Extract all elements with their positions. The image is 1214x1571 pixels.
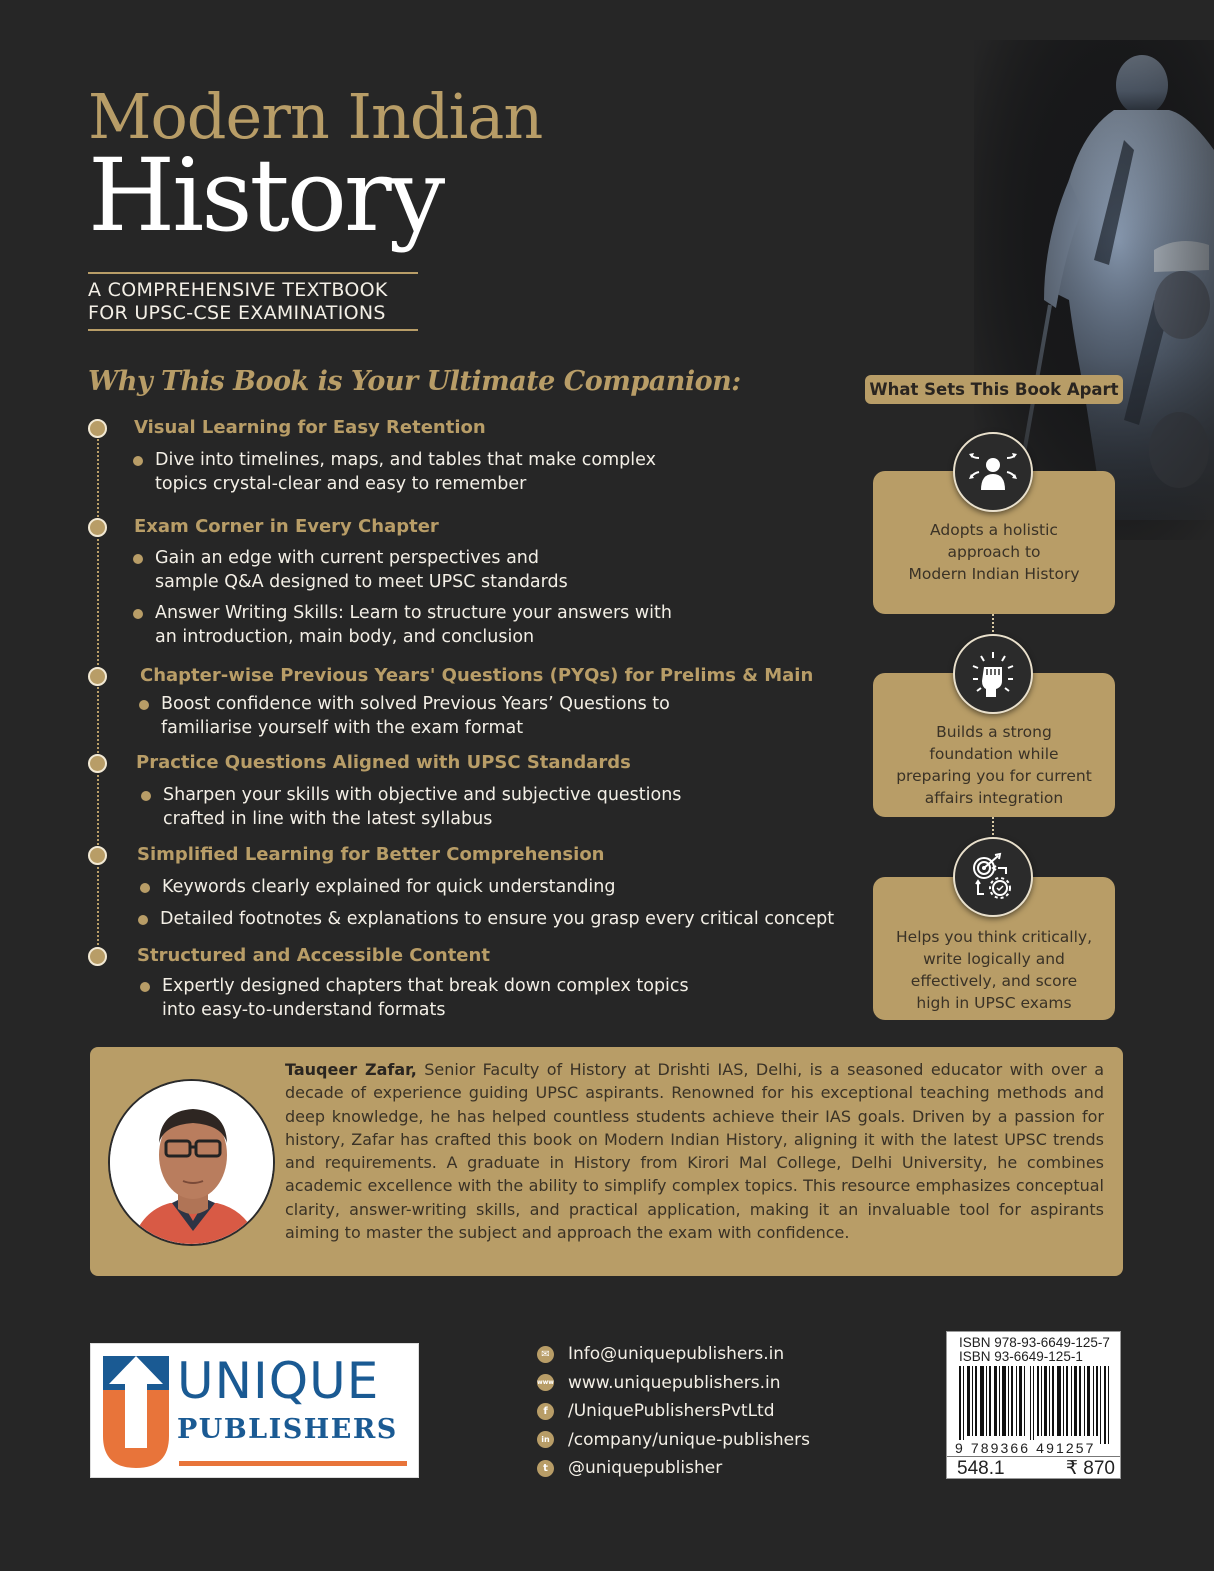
author-bio-text: Senior Faculty of History at Drishti IAS, Delhi, is a seasoned educator with over a decade of experience guiding UPSC aspirants. Renowned for his exceptional teaching methods and deep knowledge, he has helped countless students achieve their IAS goals. Driven by a passion for history, Zafar has crafted this book on Modern Indian History, aligning it with the latest UPSC trends and requirements. A graduate in History from Kirori Mal College, Delhi University, he combines academic excellence with the ability to simplify complex topics. This resource emphasizes conceptual clarity, answer-writing skills, and practical application, making it an invaluable tool for aspirants aiming to master the subject and approach the exam with confidence.	[285, 1060, 1104, 1243]
price: ₹ 870	[1065, 1458, 1115, 1479]
bullet-dot-icon	[133, 554, 143, 564]
person-arrows-icon	[953, 432, 1033, 512]
timeline-dot-icon	[88, 846, 107, 865]
publisher-logo	[90, 1343, 419, 1478]
bullet-dot-icon	[140, 883, 150, 893]
timeline-dot-icon	[88, 754, 107, 773]
barcode-digits: 9 789366 491257	[955, 1440, 1096, 1456]
isbn-barcode	[946, 1331, 1121, 1479]
logo-word-publishers: PUBLISHERS	[177, 1414, 398, 1445]
subtitle	[88, 272, 418, 331]
feature-bullet: Boost confidence with solved Previous Years’ Questions to familiarise yourself with the exam format	[161, 692, 670, 740]
feature-title: Structured and Accessible Content	[137, 945, 490, 966]
bullet-dot-icon	[140, 982, 150, 992]
feature-title: Practice Questions Aligned with UPSC Standards	[136, 752, 631, 773]
feature-title: Chapter-wise Previous Years' Questions (PYQs) for Prelims & Main	[140, 665, 814, 686]
title-history: History	[88, 137, 443, 254]
bullet-dot-icon	[139, 700, 149, 710]
why-heading: Why This Book is Your Ultimate Companion:	[88, 366, 741, 397]
contact-twitter[interactable]: t @uniquepublisher	[537, 1454, 810, 1483]
apart-card-critical-thinking: Helps you think critically, write logically and effectively, and score high in UPSC exams	[873, 877, 1115, 1020]
feature-bullet: Sharpen your skills with objective and subjective questions crafted in line with the latest syllabus	[163, 783, 681, 831]
web-icon: www	[537, 1374, 554, 1391]
feature-bullet: Gain an edge with current perspectives and sample Q&A designed to meet UPSC standards	[155, 546, 568, 594]
timeline-dot-icon	[88, 419, 107, 438]
card-connector	[992, 817, 994, 839]
title-block	[88, 80, 543, 254]
bullet-dot-icon	[138, 915, 148, 925]
linkedin-icon: in	[537, 1431, 554, 1448]
author-name: Tauqeer Zafar,	[285, 1060, 417, 1079]
timeline-dot-icon	[88, 667, 107, 686]
author-bio	[285, 1058, 1104, 1244]
what-sets-apart-badge: What Sets This Book Apart	[865, 375, 1123, 404]
raised-fist-icon	[953, 634, 1033, 714]
contact-facebook[interactable]: f /UniquePublishersPvtLtd	[537, 1397, 810, 1426]
apart-card-foundation: Builds a strong foundation while preparing you for current affairs integration	[873, 673, 1115, 817]
subtitle-line-1: A COMPREHENSIVE TEXTBOOK	[88, 279, 388, 301]
feature-title: Simplified Learning for Better Comprehension	[137, 844, 605, 865]
price-row	[947, 1456, 1120, 1479]
feature-bullet: Keywords clearly explained for quick understanding	[162, 875, 616, 899]
feature-bullet: Expertly designed chapters that break down complex topics into easy-to-understand formats	[162, 974, 689, 1022]
twitter-icon: t	[537, 1460, 554, 1477]
card-connector	[992, 614, 994, 636]
apart-card-holistic: Adopts a holistic approach to Modern Indian History	[873, 471, 1115, 614]
logo-orange-bar	[179, 1461, 407, 1466]
feature-bullet: Answer Writing Skills: Learn to structure your answers with an introduction, main body, and conclusion	[155, 601, 672, 649]
classification-code: 548.1	[957, 1458, 1005, 1479]
barcode-bars-icon	[959, 1366, 1111, 1444]
target-gear-icon	[953, 837, 1033, 917]
timeline-dotted-line	[97, 428, 99, 956]
isbn-10: ISBN 93-6649-125-1	[959, 1349, 1083, 1364]
subtitle-line-2: FOR UPSC-CSE EXAMINATIONS	[88, 302, 386, 324]
bullet-dot-icon	[141, 791, 151, 801]
feature-bullet: Detailed footnotes & explanations to ensure you grasp every critical concept	[160, 907, 834, 931]
timeline-dot-icon	[88, 518, 107, 537]
bullet-dot-icon	[133, 456, 143, 466]
publisher-u-arrow-icon	[103, 1356, 169, 1468]
contact-website[interactable]: www www.uniquepublishers.in	[537, 1372, 781, 1393]
bullet-dot-icon	[133, 609, 143, 619]
feature-bullet: Dive into timelines, maps, and tables that make complex topics crystal-clear and easy to remember	[155, 448, 656, 496]
title-modern-indian: Modern Indian	[88, 80, 543, 153]
author-photo	[108, 1079, 275, 1246]
contact-email[interactable]: ✉ Info@uniquepublishers.in	[537, 1340, 810, 1369]
feature-title: Visual Learning for Easy Retention	[134, 417, 486, 438]
contact-linkedin[interactable]: in /company/unique-publishers	[537, 1426, 810, 1455]
contact-list	[537, 1340, 810, 1483]
email-icon: ✉	[537, 1346, 554, 1363]
timeline-dot-icon	[88, 947, 107, 966]
isbn-13: ISBN 978-93-6649-125-7	[959, 1335, 1110, 1350]
facebook-icon: f	[537, 1403, 554, 1420]
feature-title: Exam Corner in Every Chapter	[134, 516, 439, 537]
logo-word-unique: UNIQUE	[177, 1352, 380, 1410]
